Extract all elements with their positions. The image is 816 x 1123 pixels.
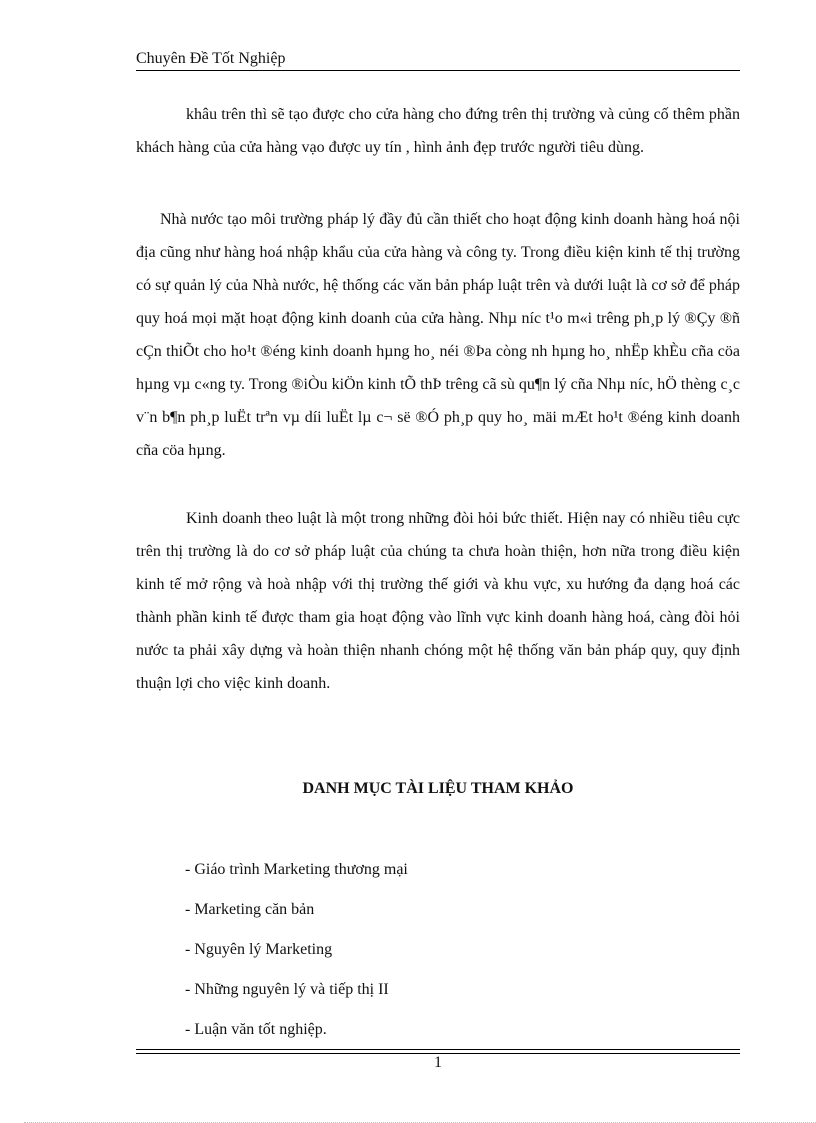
references-list xyxy=(185,856,408,1056)
reference-item: - Luận văn tốt nghiệp. xyxy=(185,1021,327,1038)
body-paragraph-2: Nhà nước tạo môi trường pháp lý đầy đủ cần thiết cho hoạt động kinh doanh hàng hoá nội địa cũng như hàng hoá nhập khẩu của cửa hàng và công ty. Trong điều kiện kinh tế thị trường có sự quản lý của Nhà nước, hệ thống các văn bản pháp luật trên và dưới luật là cơ sở để pháp quy hoá mọi mặt hoạt động kinh doanh của cửa hàng. Nhµ níc t¹o m«i trêng ph¸p lý ®Çy ®ñ cÇn thiÕt cho ho¹t ®éng kinh doanh hµng ho¸ néi ®Þa còng nh hµng ho¸ nhËp khÈu cña cöa hµng vµ c«ng ty. Trong ®iÒu kiÖn kinh tÕ thÞ trêng cã sù qu¶n lý cña Nhµ níc, hÖ thèng c¸c v¨n b¶n ph¸p luËt trªn vµ díi luËt lµ c¬ së ®Ó ph¸p quy ho¸ mäi mÆt ho¹t ®éng kinh doanh cña cöa hµng. xyxy=(136,211,740,459)
reference-item: - Những nguyên lý và tiếp thị II xyxy=(185,981,389,998)
reference-item: - Marketing căn bản xyxy=(185,901,315,918)
running-header: Chuyên Đề Tốt Nghiệp xyxy=(136,50,286,67)
footer-rule xyxy=(136,1049,740,1050)
references-title: DANH MỤC TÀI LIỆU THAM KHẢO xyxy=(302,780,574,797)
page-number: 1 xyxy=(434,1054,442,1071)
reference-item: - Nguyên lý Marketing xyxy=(185,941,333,958)
header-rule xyxy=(136,70,740,71)
body-paragraph-3: Kinh doanh theo luật là một trong những đòi hỏi bức thiết. Hiện nay có nhiều tiêu cực trên thị trường là do cơ sở pháp luật của chúng ta chưa hoàn thiện, hơn nữa trong điều kiện kinh tế mở rộng và hoà nhập với thị trường thế giới và khu vực, xu hướng đa dạng hoá các thành phần kinh tế được tham gia hoạt động vào lĩnh vực kinh doanh hàng hoá, càng đòi hỏi nước ta phải xây dựng và hoàn thiện nhanh chóng một hệ thống văn bản pháp quy, quy định thuận lợi cho việc kinh doanh. xyxy=(136,510,740,692)
reference-item: - Giáo trình Marketing thương mại xyxy=(185,861,408,878)
body-paragraph-1: khâu trên thì sẽ tạo được cho cửa hàng cho đứng trên thị trường và củng cố thêm phần khách hàng của cửa hàng vạo được uy tín , hình ảnh đẹp trước người tiêu dùng. xyxy=(136,106,740,156)
